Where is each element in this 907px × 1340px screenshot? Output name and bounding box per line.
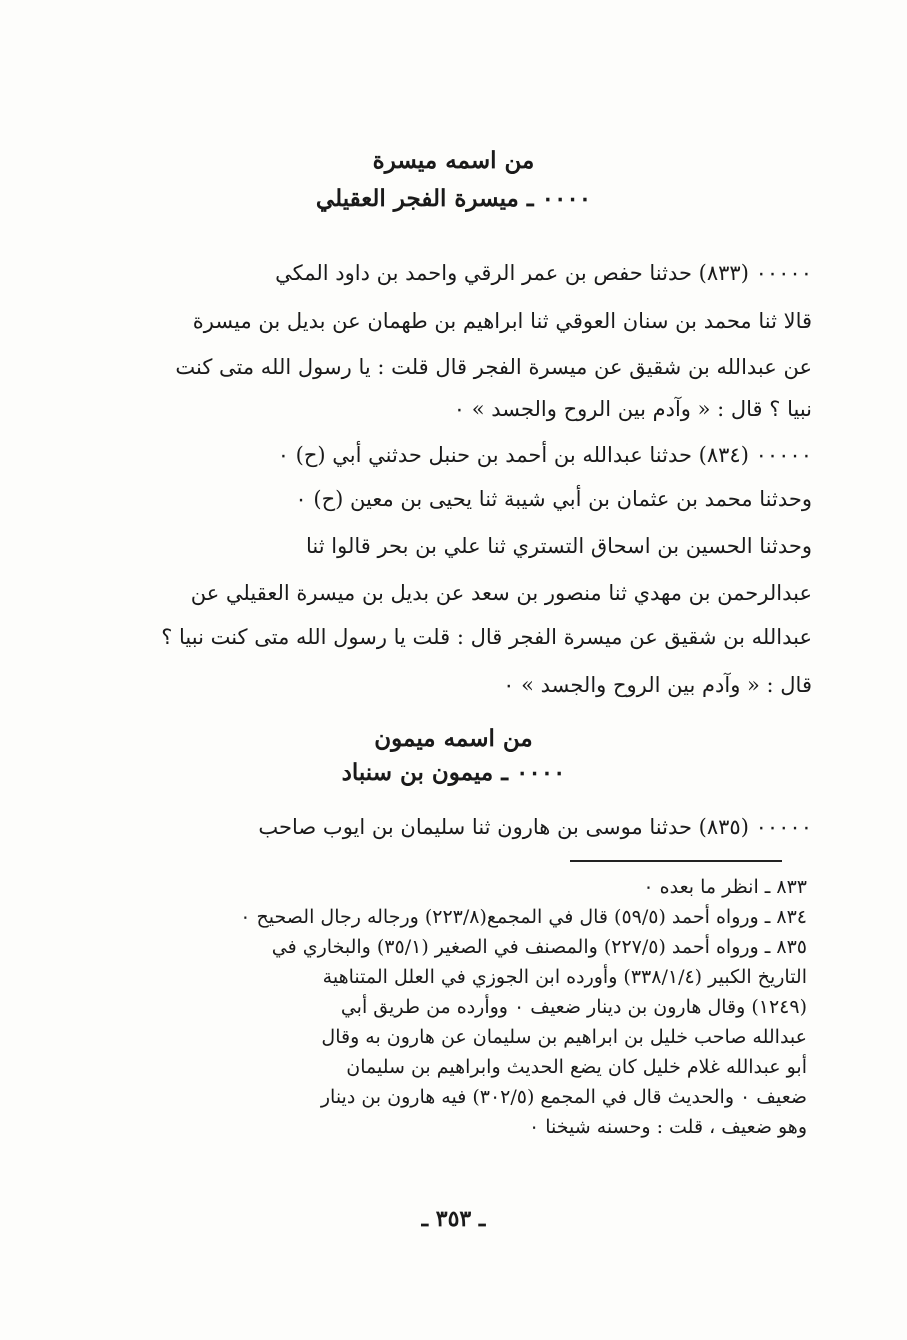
body-line: ٠٠٠٠٠ (٨٣٤) حدثنا عبدالله بن أحمد بن حنبل حدثني أبي (ح) ٠ (277, 443, 812, 467)
footnote-line: ٨٣٤ ـ ورواه أحمد (٥٩/٥) قال في المجمع(٢٢٣/٨) ورجاله رجال الصحيح ٠ (240, 906, 807, 928)
footnote-line: ٨٣٣ ـ انظر ما بعده ٠ (643, 876, 807, 898)
footnote-separator (570, 860, 782, 862)
footnote-line: (١٢٤٩) وقال هارون بن دينار ضعيف ٠ ووأرده من طريق أبي (340, 996, 807, 1018)
body-line: ٠٠٠٠٠ (٨٣٥) حدثنا موسى بن هارون ثنا سليمان بن ايوب صاحب (258, 815, 812, 839)
footnote-line: أبو عبدالله غلام خليل كان يضع الحديث وابراهيم بن سليمان (346, 1056, 807, 1078)
body-line: عبدالله بن شقيق عن ميسرة الفجر قال : قلت يا رسول الله متى كنت نبيا ؟ (161, 625, 812, 649)
footnote-line: ٨٣٥ ـ ورواه أحمد (٢٢٧/٥) والمصنف في الصغير (٣٥/١) والبخاري في (271, 936, 807, 958)
footnote-line: وهو ضعيف ، قلت : وحسنه شيخنا ٠ (529, 1116, 807, 1138)
page-number: ـ ٣٥٣ ـ (421, 1206, 486, 1232)
body-line: قال : « وآدم بين الروح والجسد » ٠ (503, 673, 812, 697)
body-line: عبدالرحمن بن مهدي ثنا منصور بن سعد عن بديل بن ميسرة العقيلي عن (190, 581, 812, 605)
footnote-line: عبدالله صاحب خليل بن ابراهيم بن سليمان عن هارون به وقال (321, 1026, 807, 1048)
body-line: وحدثنا الحسين بن اسحاق التستري ثنا علي بن بحر قالوا ثنا (306, 534, 812, 558)
section-heading-maysara: من اسمه ميسرة (372, 147, 535, 174)
body-line: عن عبدالله بن شقيق عن ميسرة الفجر قال قلت : يا رسول الله متى كنت (175, 355, 812, 379)
section-subheading-maysara: ٠٠٠٠ ـ ميسرة الفجر العقيلي (315, 185, 592, 212)
section-heading-maymun: من اسمه ميمون (374, 725, 533, 752)
footnote-line: التاريخ الكبير (٣٣٨/١/٤) وأورده ابن الجوزي في العلل المتناهية (322, 966, 807, 988)
body-line: وحدثنا محمد بن عثمان بن أبي شيبة ثنا يحيى بن معين (ح) ٠ (295, 487, 812, 511)
body-line: نبيا ؟ قال : « وآدم بين الروح والجسد » ٠ (453, 397, 812, 421)
section-subheading-maymun: ٠٠٠٠ ـ ميمون بن سنباد (341, 759, 566, 786)
body-line: ٠٠٠٠٠ (٨٣٣) حدثنا حفص بن عمر الرقي واحمد بن داود المكي (275, 261, 812, 285)
body-line: قالا ثنا محمد بن سنان العوقي ثنا ابراهيم بن طهمان عن بديل بن ميسرة (192, 309, 812, 333)
footnote-line: ضعيف ٠ والحديث قال في المجمع (٣٠٢/٥) فيه هارون بن دينار (320, 1086, 807, 1108)
